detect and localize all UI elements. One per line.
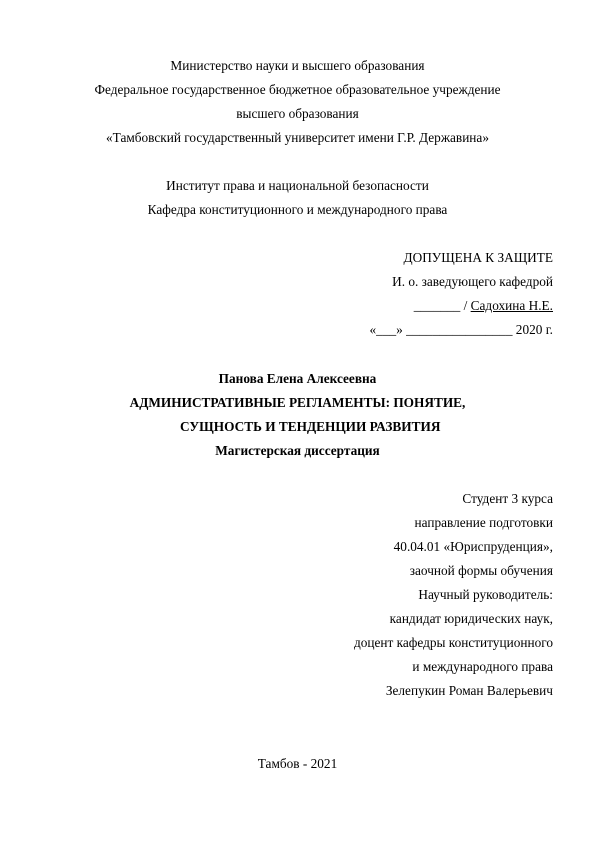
city-year: Тамбов - 2021 [257, 756, 338, 771]
signature-blank: _______ / [413, 298, 471, 313]
education-level-line: высшего образования [236, 106, 359, 121]
author-name: Панова Елена Алексеевна [218, 371, 377, 386]
student-info-line: Студент 3 курса [462, 491, 553, 506]
approval-title: ДОПУЩЕНА К ЗАЩИТЕ [403, 250, 553, 265]
approval-position: И. о. заведующего кафедрой [392, 274, 553, 289]
thesis-title-line1: АДМИНИСТРАТИВНЫЕ РЕГЛАМЕНТЫ: ПОНЯТИЕ, [129, 395, 466, 410]
head-name: Садохина Н.Е. [470, 298, 553, 313]
university-line: «Тамбовский государственный университет имени Г.Р. Державина» [106, 130, 489, 145]
supervisor-degree: кандидат юридических наук, [389, 611, 553, 626]
student-info-line: направление подготовки [414, 515, 553, 530]
supervisor-name: Зелепукин Роман Валерьевич [385, 683, 553, 698]
institution-type-line: Федеральное государственное бюджетное образовательное учреждение [94, 82, 501, 97]
student-info-line: 40.04.01 «Юриспруденция», [393, 539, 553, 554]
approval-date: «___» ________________ 2020 г. [369, 322, 553, 337]
institute-line: Институт права и национальной безопасности [166, 178, 429, 193]
approval-signature [414, 298, 553, 314]
thesis-title-line2: СУЩНОСТЬ И ТЕНДЕНЦИИ РАЗВИТИЯ [180, 419, 441, 434]
supervisor-label: Научный руководитель: [418, 587, 553, 602]
chair-line: Кафедра конституционного и международного права [147, 202, 448, 217]
supervisor-position: доцент кафедры конституционного [353, 635, 553, 650]
ministry-line: Министерство науки и высшего образования [170, 58, 425, 73]
student-info-line: заочной формы обучения [409, 563, 553, 578]
supervisor-department: и международного права [412, 659, 553, 674]
work-type: Магистерская диссертация [215, 443, 380, 458]
